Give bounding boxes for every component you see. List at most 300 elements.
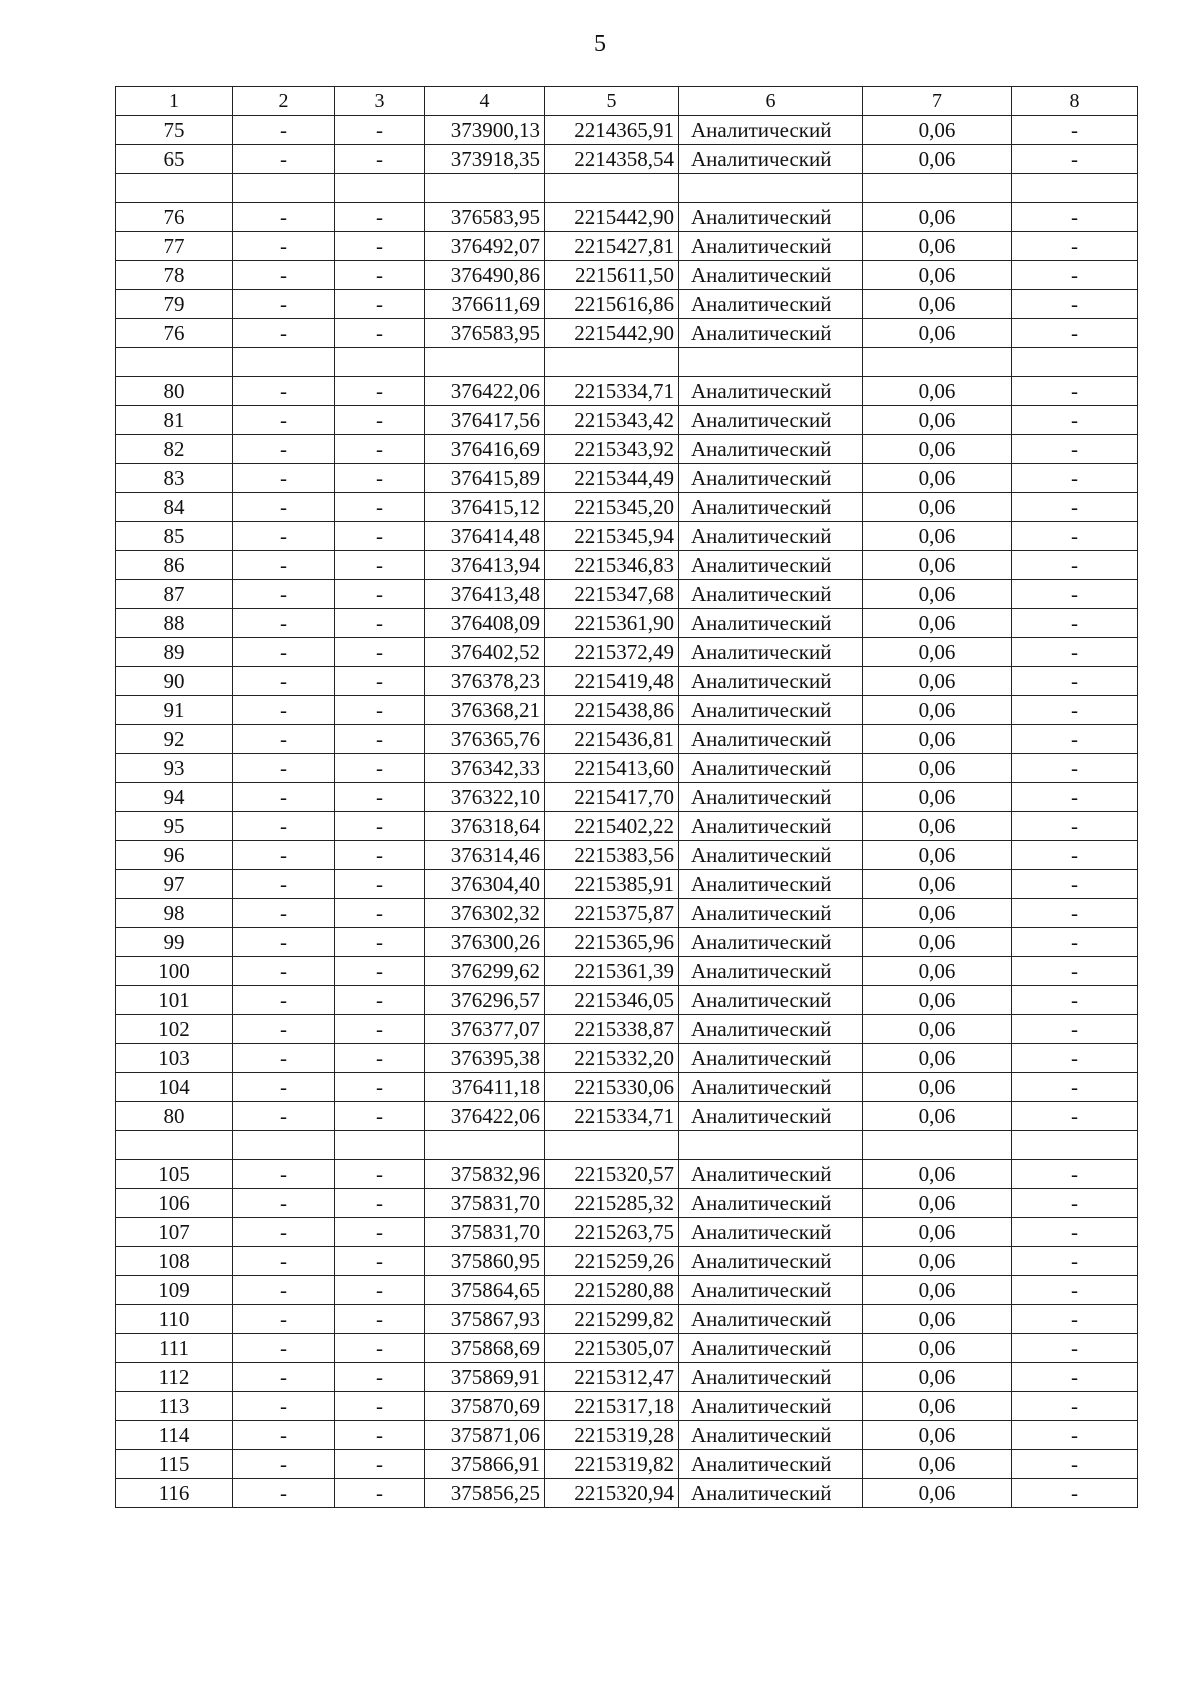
table-row [116,435,1138,464]
col8-cell: - [1012,870,1138,899]
header-cell: 2 [233,87,335,116]
method-cell: Аналитический [679,638,863,667]
x-coordinate-cell: 375869,91 [425,1363,545,1392]
y-coordinate-cell: 2215383,56 [545,841,679,870]
x-coordinate-cell: 376413,94 [425,551,545,580]
x-coordinate-cell: 376302,32 [425,899,545,928]
accuracy-cell: 0,06 [863,986,1012,1015]
x-coordinate-cell: 375871,06 [425,1421,545,1450]
x-coordinate-cell: 375856,25 [425,1479,545,1508]
point-number-cell: 100 [116,957,233,986]
y-coordinate-cell: 2215372,49 [545,638,679,667]
table-row [116,551,1138,580]
table-header-row [116,87,1138,116]
table-row [116,957,1138,986]
empty-cell [335,1131,425,1160]
method-cell: Аналитический [679,551,863,580]
method-cell: Аналитический [679,1160,863,1189]
point-number-cell: 111 [116,1334,233,1363]
y-coordinate-cell: 2215442,90 [545,319,679,348]
method-cell: Аналитический [679,1421,863,1450]
method-cell: Аналитический [679,377,863,406]
col2-cell: - [233,1334,335,1363]
x-coordinate-cell: 376365,76 [425,725,545,754]
col8-cell: - [1012,609,1138,638]
point-number-cell: 101 [116,986,233,1015]
y-coordinate-cell: 2215345,20 [545,493,679,522]
y-coordinate-cell: 2215442,90 [545,203,679,232]
x-coordinate-cell: 376611,69 [425,290,545,319]
method-cell: Аналитический [679,899,863,928]
col3-cell: - [335,261,425,290]
col3-cell: - [335,870,425,899]
x-coordinate-cell: 376415,89 [425,464,545,493]
col3-cell: - [335,1160,425,1189]
accuracy-cell: 0,06 [863,522,1012,551]
empty-cell [679,1131,863,1160]
point-number-cell: 99 [116,928,233,957]
x-coordinate-cell: 376583,95 [425,203,545,232]
col3-cell: - [335,1073,425,1102]
col3-cell: - [335,1218,425,1247]
col2-cell: - [233,1276,335,1305]
col8-cell: - [1012,1450,1138,1479]
point-number-cell: 86 [116,551,233,580]
y-coordinate-cell: 2215319,28 [545,1421,679,1450]
point-number-cell: 94 [116,783,233,812]
y-coordinate-cell: 2215334,71 [545,1102,679,1131]
empty-cell [116,1131,233,1160]
y-coordinate-cell: 2215402,22 [545,812,679,841]
x-coordinate-cell: 376413,48 [425,580,545,609]
table-row [116,1334,1138,1363]
empty-cell [863,348,1012,377]
point-number-cell: 80 [116,1102,233,1131]
col3-cell: - [335,1015,425,1044]
col2-cell: - [233,986,335,1015]
point-number-cell: 91 [116,696,233,725]
col2-cell: - [233,1102,335,1131]
y-coordinate-cell: 2215385,91 [545,870,679,899]
y-coordinate-cell: 2215419,48 [545,667,679,696]
spacer-row [116,1131,1138,1160]
table-row [116,580,1138,609]
empty-cell [863,174,1012,203]
point-number-cell: 116 [116,1479,233,1508]
table-row [116,522,1138,551]
col2-cell: - [233,899,335,928]
accuracy-cell: 0,06 [863,406,1012,435]
col3-cell: - [335,551,425,580]
table-row [116,783,1138,812]
accuracy-cell: 0,06 [863,928,1012,957]
col2-cell: - [233,928,335,957]
col3-cell: - [335,1392,425,1421]
method-cell: Аналитический [679,261,863,290]
x-coordinate-cell: 376422,06 [425,377,545,406]
col8-cell: - [1012,812,1138,841]
x-coordinate-cell: 376583,95 [425,319,545,348]
accuracy-cell: 0,06 [863,377,1012,406]
col8-cell: - [1012,1102,1138,1131]
accuracy-cell: 0,06 [863,261,1012,290]
method-cell: Аналитический [679,1218,863,1247]
table-body [116,87,1138,1508]
accuracy-cell: 0,06 [863,1073,1012,1102]
col3-cell: - [335,957,425,986]
method-cell: Аналитический [679,986,863,1015]
col2-cell: - [233,841,335,870]
table-row [116,899,1138,928]
col3-cell: - [335,783,425,812]
y-coordinate-cell: 2215343,42 [545,406,679,435]
y-coordinate-cell: 2215299,82 [545,1305,679,1334]
x-coordinate-cell: 375864,65 [425,1276,545,1305]
header-cell: 5 [545,87,679,116]
col3-cell: - [335,203,425,232]
accuracy-cell: 0,06 [863,609,1012,638]
method-cell: Аналитический [679,1450,863,1479]
empty-cell [233,174,335,203]
empty-cell [116,174,233,203]
table-row [116,841,1138,870]
col8-cell: - [1012,1392,1138,1421]
method-cell: Аналитический [679,1334,863,1363]
empty-cell [1012,174,1138,203]
col2-cell: - [233,1247,335,1276]
point-number-cell: 114 [116,1421,233,1450]
col2-cell: - [233,1305,335,1334]
point-number-cell: 80 [116,377,233,406]
col8-cell: - [1012,754,1138,783]
y-coordinate-cell: 2215305,07 [545,1334,679,1363]
point-number-cell: 102 [116,1015,233,1044]
y-coordinate-cell: 2215344,49 [545,464,679,493]
accuracy-cell: 0,06 [863,1247,1012,1276]
col8-cell: - [1012,783,1138,812]
y-coordinate-cell: 2215330,06 [545,1073,679,1102]
method-cell: Аналитический [679,493,863,522]
table-row [116,1160,1138,1189]
x-coordinate-cell: 376395,38 [425,1044,545,1073]
empty-cell [425,348,545,377]
col3-cell: - [335,406,425,435]
accuracy-cell: 0,06 [863,754,1012,783]
col3-cell: - [335,754,425,783]
point-number-cell: 92 [116,725,233,754]
col8-cell: - [1012,1160,1138,1189]
table-row [116,377,1138,406]
spacer-row [116,348,1138,377]
col3-cell: - [335,464,425,493]
col8-cell: - [1012,667,1138,696]
empty-cell [335,174,425,203]
col2-cell: - [233,290,335,319]
col8-cell: - [1012,1276,1138,1305]
y-coordinate-cell: 2215347,68 [545,580,679,609]
method-cell: Аналитический [679,1015,863,1044]
empty-cell [1012,1131,1138,1160]
page-number: 5 [594,31,606,57]
col8-cell: - [1012,290,1138,319]
col2-cell: - [233,1044,335,1073]
col2-cell: - [233,667,335,696]
point-number-cell: 89 [116,638,233,667]
point-number-cell: 98 [116,899,233,928]
col8-cell: - [1012,841,1138,870]
x-coordinate-cell: 376411,18 [425,1073,545,1102]
col2-cell: - [233,319,335,348]
accuracy-cell: 0,06 [863,464,1012,493]
x-coordinate-cell: 376299,62 [425,957,545,986]
col8-cell: - [1012,203,1138,232]
accuracy-cell: 0,06 [863,145,1012,174]
point-number-cell: 79 [116,290,233,319]
col8-cell: - [1012,464,1138,493]
accuracy-cell: 0,06 [863,667,1012,696]
col8-cell: - [1012,435,1138,464]
table-row [116,1479,1138,1508]
y-coordinate-cell: 2215319,82 [545,1450,679,1479]
y-coordinate-cell: 2215334,71 [545,377,679,406]
col2-cell: - [233,725,335,754]
table-row [116,1363,1138,1392]
col3-cell: - [335,725,425,754]
col8-cell: - [1012,1305,1138,1334]
col8-cell: - [1012,406,1138,435]
table-row [116,754,1138,783]
y-coordinate-cell: 2215280,88 [545,1276,679,1305]
table-row [116,1189,1138,1218]
method-cell: Аналитический [679,522,863,551]
col2-cell: - [233,1189,335,1218]
table-row [116,638,1138,667]
col2-cell: - [233,1479,335,1508]
col3-cell: - [335,1044,425,1073]
col3-cell: - [335,290,425,319]
x-coordinate-cell: 373918,35 [425,145,545,174]
accuracy-cell: 0,06 [863,1450,1012,1479]
col3-cell: - [335,1102,425,1131]
col8-cell: - [1012,1247,1138,1276]
col2-cell: - [233,145,335,174]
y-coordinate-cell: 2215417,70 [545,783,679,812]
x-coordinate-cell: 375867,93 [425,1305,545,1334]
col2-cell: - [233,1160,335,1189]
accuracy-cell: 0,06 [863,1160,1012,1189]
method-cell: Аналитический [679,435,863,464]
accuracy-cell: 0,06 [863,812,1012,841]
col2-cell: - [233,638,335,667]
y-coordinate-cell: 2215616,86 [545,290,679,319]
x-coordinate-cell: 376408,09 [425,609,545,638]
accuracy-cell: 0,06 [863,638,1012,667]
x-coordinate-cell: 376377,07 [425,1015,545,1044]
col2-cell: - [233,203,335,232]
point-number-cell: 76 [116,319,233,348]
col3-cell: - [335,986,425,1015]
col2-cell: - [233,783,335,812]
accuracy-cell: 0,06 [863,232,1012,261]
col3-cell: - [335,580,425,609]
header-cell: 3 [335,87,425,116]
col2-cell: - [233,1392,335,1421]
col8-cell: - [1012,493,1138,522]
point-number-cell: 103 [116,1044,233,1073]
y-coordinate-cell: 2215312,47 [545,1363,679,1392]
table-row [116,1044,1138,1073]
table-row [116,986,1138,1015]
x-coordinate-cell: 376304,40 [425,870,545,899]
table-row [116,1218,1138,1247]
y-coordinate-cell: 2215361,90 [545,609,679,638]
col8-cell: - [1012,551,1138,580]
accuracy-cell: 0,06 [863,1189,1012,1218]
table-row [116,319,1138,348]
empty-cell [233,1131,335,1160]
point-number-cell: 108 [116,1247,233,1276]
x-coordinate-cell: 376314,46 [425,841,545,870]
method-cell: Аналитический [679,203,863,232]
accuracy-cell: 0,06 [863,1276,1012,1305]
y-coordinate-cell: 2215345,94 [545,522,679,551]
col8-cell: - [1012,696,1138,725]
table-row [116,232,1138,261]
table-row [116,1421,1138,1450]
col2-cell: - [233,377,335,406]
accuracy-cell: 0,06 [863,783,1012,812]
accuracy-cell: 0,06 [863,580,1012,609]
y-coordinate-cell: 2214365,91 [545,116,679,145]
table-row [116,493,1138,522]
table-row [116,812,1138,841]
accuracy-cell: 0,06 [863,1015,1012,1044]
col3-cell: - [335,1276,425,1305]
y-coordinate-cell: 2215343,92 [545,435,679,464]
x-coordinate-cell: 376402,52 [425,638,545,667]
y-coordinate-cell: 2214358,54 [545,145,679,174]
point-number-cell: 83 [116,464,233,493]
point-number-cell: 107 [116,1218,233,1247]
table-row [116,1276,1138,1305]
col8-cell: - [1012,899,1138,928]
empty-cell [116,348,233,377]
y-coordinate-cell: 2215427,81 [545,232,679,261]
col8-cell: - [1012,1334,1138,1363]
coordinates-table [115,86,1138,1508]
point-number-cell: 106 [116,1189,233,1218]
table-row [116,870,1138,899]
table-row [116,1392,1138,1421]
x-coordinate-cell: 376322,10 [425,783,545,812]
accuracy-cell: 0,06 [863,870,1012,899]
accuracy-cell: 0,06 [863,1102,1012,1131]
col3-cell: - [335,841,425,870]
col3-cell: - [335,609,425,638]
table-row [116,290,1138,319]
x-coordinate-cell: 376296,57 [425,986,545,1015]
header-cell: 4 [425,87,545,116]
point-number-cell: 96 [116,841,233,870]
x-coordinate-cell: 376414,48 [425,522,545,551]
method-cell: Аналитический [679,319,863,348]
col3-cell: - [335,319,425,348]
method-cell: Аналитический [679,1305,863,1334]
x-coordinate-cell: 375831,70 [425,1189,545,1218]
method-cell: Аналитический [679,1073,863,1102]
point-number-cell: 93 [116,754,233,783]
accuracy-cell: 0,06 [863,116,1012,145]
y-coordinate-cell: 2215436,81 [545,725,679,754]
accuracy-cell: 0,06 [863,1305,1012,1334]
col3-cell: - [335,812,425,841]
col2-cell: - [233,609,335,638]
accuracy-cell: 0,06 [863,290,1012,319]
point-number-cell: 109 [116,1276,233,1305]
col3-cell: - [335,928,425,957]
col2-cell: - [233,957,335,986]
table-row [116,928,1138,957]
accuracy-cell: 0,06 [863,957,1012,986]
accuracy-cell: 0,06 [863,203,1012,232]
col3-cell: - [335,1421,425,1450]
col2-cell: - [233,261,335,290]
method-cell: Аналитический [679,667,863,696]
col2-cell: - [233,812,335,841]
accuracy-cell: 0,06 [863,725,1012,754]
col2-cell: - [233,551,335,580]
x-coordinate-cell: 375870,69 [425,1392,545,1421]
table-row [116,1102,1138,1131]
col2-cell: - [233,1218,335,1247]
col2-cell: - [233,464,335,493]
method-cell: Аналитический [679,1044,863,1073]
accuracy-cell: 0,06 [863,899,1012,928]
point-number-cell: 82 [116,435,233,464]
accuracy-cell: 0,06 [863,1421,1012,1450]
col3-cell: - [335,493,425,522]
point-number-cell: 104 [116,1073,233,1102]
col8-cell: - [1012,145,1138,174]
method-cell: Аналитический [679,957,863,986]
col8-cell: - [1012,522,1138,551]
point-number-cell: 78 [116,261,233,290]
accuracy-cell: 0,06 [863,1334,1012,1363]
header-cell: 6 [679,87,863,116]
col2-cell: - [233,522,335,551]
accuracy-cell: 0,06 [863,1479,1012,1508]
y-coordinate-cell: 2215346,83 [545,551,679,580]
col3-cell: - [335,522,425,551]
method-cell: Аналитический [679,1392,863,1421]
col2-cell: - [233,493,335,522]
col8-cell: - [1012,1073,1138,1102]
point-number-cell: 84 [116,493,233,522]
point-number-cell: 75 [116,116,233,145]
col8-cell: - [1012,1189,1138,1218]
y-coordinate-cell: 2215259,26 [545,1247,679,1276]
col3-cell: - [335,116,425,145]
table-row [116,406,1138,435]
x-coordinate-cell: 376415,12 [425,493,545,522]
accuracy-cell: 0,06 [863,1044,1012,1073]
col3-cell: - [335,667,425,696]
accuracy-cell: 0,06 [863,1392,1012,1421]
col2-cell: - [233,696,335,725]
col8-cell: - [1012,1421,1138,1450]
y-coordinate-cell: 2215332,20 [545,1044,679,1073]
table-row [116,116,1138,145]
